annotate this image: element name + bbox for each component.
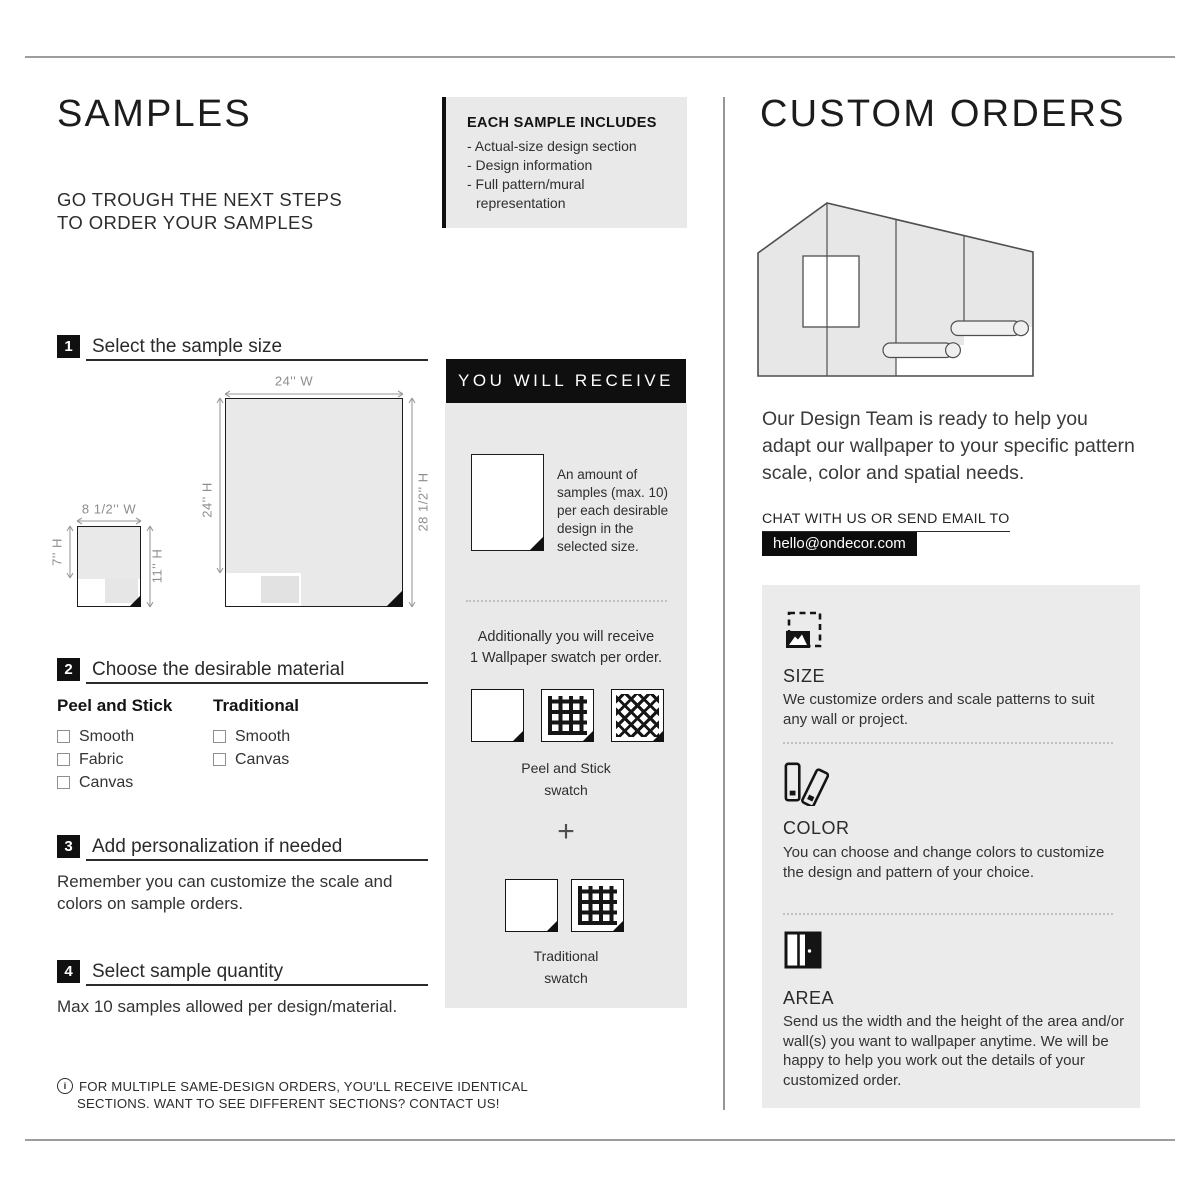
top-rule xyxy=(25,56,1175,58)
area-icon xyxy=(783,930,823,970)
color-icon xyxy=(783,760,829,806)
samples-subtitle: GO TROUGH THE NEXT STEPS TO ORDER YOUR SAMPLES xyxy=(57,189,343,233)
material-option-label: Canvas xyxy=(79,773,134,791)
feature-title-area: AREA xyxy=(783,988,835,1008)
size-icon xyxy=(783,608,823,650)
checkbox-peel-canvas[interactable] xyxy=(57,776,70,789)
step-2-header xyxy=(57,658,428,685)
material-column-title: Peel and Stick xyxy=(57,696,173,715)
small-sample-gray-area xyxy=(78,527,140,579)
you-will-receive-banner: YOU WILL RECEIVE xyxy=(446,359,686,403)
grid-swatch-icon xyxy=(541,689,594,742)
step-2-number-badge: 2 xyxy=(57,658,80,681)
folded-corner-icon xyxy=(546,920,558,932)
list-item: - Design information xyxy=(467,157,593,173)
step-3-underline xyxy=(86,859,428,861)
material-option-label: Canvas xyxy=(235,750,290,768)
step-3-number-badge: 3 xyxy=(57,835,80,858)
dim-label-28h: 28 1/2'' H xyxy=(415,472,431,532)
plain-swatch-icon xyxy=(471,689,524,742)
list-item: - Full pattern/mural representation xyxy=(467,176,585,211)
step-4-header xyxy=(57,960,428,987)
step-1-underline xyxy=(86,359,428,361)
dotted-separator xyxy=(466,600,667,602)
material-option-label: Fabric xyxy=(79,750,124,768)
design-team-intro: Our Design Team is ready to help you adapt our wallpaper to your specific pattern scale, color and spatial needs. xyxy=(762,408,1135,484)
feature-title-color: COLOR xyxy=(783,818,850,838)
feature-text-color: You can choose and change colors to customize the design and pattern of your choice. xyxy=(783,844,1105,881)
folded-corner-icon xyxy=(612,920,624,932)
dim-label-24h: 24'' H xyxy=(199,482,215,518)
step-4-number-badge: 4 xyxy=(57,960,80,983)
step-4-underline xyxy=(86,984,428,986)
each-sample-includes-box xyxy=(446,97,687,228)
material-column-peel-and-stick xyxy=(57,696,207,794)
dotted-separator xyxy=(783,913,1113,915)
footnote-line-2: SECTIONS. WANT TO SEE DIFFERENT SECTIONS? CONTACT US! xyxy=(77,1096,500,1111)
folded-corner-icon xyxy=(386,590,403,607)
checkbox-trad-smooth[interactable] xyxy=(213,730,226,743)
crosshatch-swatch-icon xyxy=(611,689,664,742)
folded-corner-icon xyxy=(529,536,544,551)
small-sample-preview xyxy=(77,526,141,607)
step-2-underline xyxy=(86,682,428,684)
material-column-traditional xyxy=(213,696,363,771)
step-2-label: Choose the desirable material xyxy=(92,659,345,680)
material-option-label: Smooth xyxy=(79,727,135,745)
dim-label-8w: 8 1/2'' W xyxy=(81,501,137,517)
step-4-label: Select sample quantity xyxy=(92,961,284,982)
dotted-separator xyxy=(783,742,1113,744)
page-title-custom-orders: CUSTOM ORDERS xyxy=(760,93,1126,135)
step-1-number-badge: 1 xyxy=(57,335,80,358)
additionally-text: Additionally you will receive 1 Wallpaper swatch per order. xyxy=(469,629,663,666)
list-item: - Actual-size design section xyxy=(467,138,637,154)
step-1-header xyxy=(57,335,428,362)
page-title-samples: SAMPLES xyxy=(57,93,252,135)
sample-sheet-icon xyxy=(471,454,544,551)
step-3-header xyxy=(57,835,428,862)
dim-label-11h: 11'' H xyxy=(149,548,165,584)
folded-corner-icon xyxy=(129,595,141,607)
step-3-description: Remember you can customize the scale and colors on sample orders. xyxy=(57,872,393,913)
folded-corner-icon xyxy=(652,730,664,742)
grid-swatch-icon xyxy=(571,879,624,932)
material-column-title: Traditional xyxy=(213,696,299,715)
folded-corner-icon xyxy=(512,730,524,742)
info-icon: i xyxy=(57,1078,73,1094)
large-sample-inner-patch xyxy=(261,576,299,603)
email-link[interactable]: hello@ondecor.com xyxy=(762,532,917,556)
footnote-line-1: i FOR MULTIPLE SAME-DESIGN ORDERS, YOU'LL RECEIVE IDENTICAL xyxy=(57,1078,528,1094)
peel-swatch-label: Peel and Stick swatch xyxy=(521,760,611,798)
checkbox-trad-canvas[interactable] xyxy=(213,753,226,766)
dim-label-24w: 24'' W xyxy=(274,373,314,389)
large-sample-preview xyxy=(225,398,403,607)
step-1-label: Select the sample size xyxy=(92,336,283,357)
checkbox-peel-smooth[interactable] xyxy=(57,730,70,743)
feature-text-area: Send us the width and the height of the area and/or wall(s) you want to wallpaper anytime. We will be happy to help you work out the details of your customized order. xyxy=(783,1013,1125,1089)
plus-icon: + xyxy=(557,815,575,848)
chat-with-us-label: CHAT WITH US OR SEND EMAIL TO xyxy=(762,511,1010,532)
checkbox-peel-fabric[interactable] xyxy=(57,753,70,766)
step-4-description: Max 10 samples allowed per design/material. xyxy=(57,997,398,1016)
material-option-label: Smooth xyxy=(235,727,291,745)
plain-swatch-icon xyxy=(505,879,558,932)
includes-box-list xyxy=(467,137,679,213)
bottom-rule xyxy=(25,1139,1175,1141)
dim-label-7h: 7'' H xyxy=(49,538,65,566)
feature-text-size: We customize orders and scale patterns to suit any wall or project. xyxy=(783,691,1095,728)
samples-amount-text: An amount of samples (max. 10) per each desirable design in the selected size. xyxy=(557,467,669,554)
wallpapered-wall-illustration xyxy=(752,192,1042,382)
traditional-swatch-label: Traditional swatch xyxy=(533,948,599,986)
column-divider xyxy=(723,97,725,1110)
folded-corner-icon xyxy=(582,730,594,742)
feature-title-size: SIZE xyxy=(783,666,826,686)
includes-box-title: EACH SAMPLE INCLUDES xyxy=(467,115,657,131)
step-3-label: Add personalization if needed xyxy=(92,836,343,857)
